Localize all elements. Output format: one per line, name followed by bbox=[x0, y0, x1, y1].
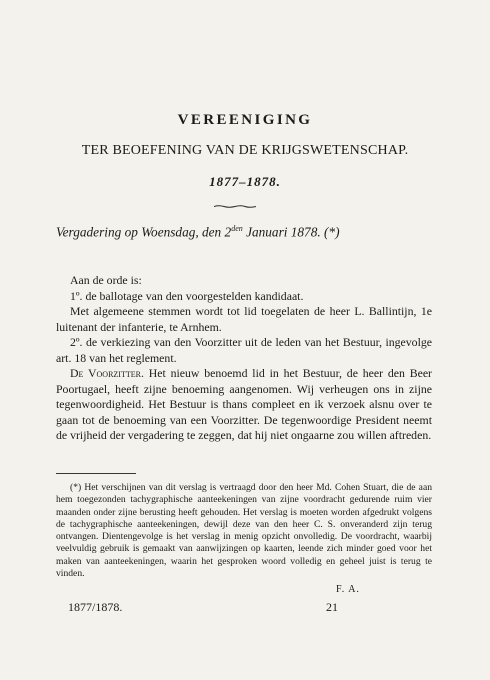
footnote-divider bbox=[56, 473, 136, 474]
footnote-signature: F. A. bbox=[336, 584, 360, 595]
paragraph-item-2: 2º. de verkiezing van den Voorzitter uit de leden van het Bestuur, ingevolge art. 18 van het reglement. bbox=[56, 335, 432, 365]
page-subtitle: TER BEOEFENING VAN DE KRIJGSWETENSCHAP. bbox=[81, 143, 409, 158]
footnote-block bbox=[56, 482, 432, 580]
paragraph-chair bbox=[56, 366, 432, 444]
ornament-rule-icon bbox=[214, 205, 256, 208]
paragraph-agenda: Aan de orde is: bbox=[70, 273, 142, 287]
speaker-text: Het nieuw benoemd lid in het Bestuur, de heer den Beer Poortugael, heeft zijne benoeming aangenomen. Wij verheugen ons in zijne tegenwoordigheid. Het Bestuur is thans compleet en ik verzoek alsnu over te gaan tot de benoeming van een Voorzitter. De tegenwoordige President neemt de vrijheid der vergadering te zeggen, dat hij niet ongaarne zou willen aftreden. bbox=[56, 366, 432, 442]
paragraph-item-1: 1º. de ballotage van den voorgestelden kandidaat. bbox=[70, 288, 304, 303]
page-number: 21 bbox=[326, 600, 338, 614]
speaker-label: De Voorzitter. bbox=[70, 366, 144, 380]
meeting-date-prefix: Vergadering op Woensdag, den 2 bbox=[56, 224, 232, 240]
paragraph-admission: Met algemeene stemmen wordt tot lid toegelaten de heer L. Ballintijn, 1e luitenant der infanterie, te Arnhem. bbox=[56, 304, 432, 334]
minutes-body bbox=[56, 273, 432, 444]
footer-year: 1877/1878. bbox=[68, 600, 123, 614]
year-range: 1877–1878. bbox=[209, 174, 281, 189]
meeting-date-sup: den bbox=[231, 224, 243, 233]
meeting-date-suffix: Januari 1878. (*) bbox=[242, 224, 340, 240]
page-title: VEREENIGING bbox=[177, 112, 313, 128]
footnote-text: (*) Het verschijnen van dit verslag is vertraagd door den heer Md. Cohen Stuart, die de aan hem toegezonden tachygraphische aanteekeningen van zijne voordracht gedurende ruim vier maanden onder zijne berusting heeft gehouden. Het verslag is moeten worden afgedrukt volgens de tachygraphische aanteekeningen, dewijl deze van den heer C. S. onveranderd zijn terug ontvangen. Dientengevolge is het verslag in menig opzicht onvolledig. De voordracht, waarbij veelvuldig gebruik is gemaakt van aanwijzingen op kaarten, leende zich minder goed voor het maken van aanteekeningen, waarin het gesproken woord volledig en geheel juist is terug te vinden. bbox=[56, 482, 432, 580]
meeting-heading bbox=[56, 224, 436, 240]
